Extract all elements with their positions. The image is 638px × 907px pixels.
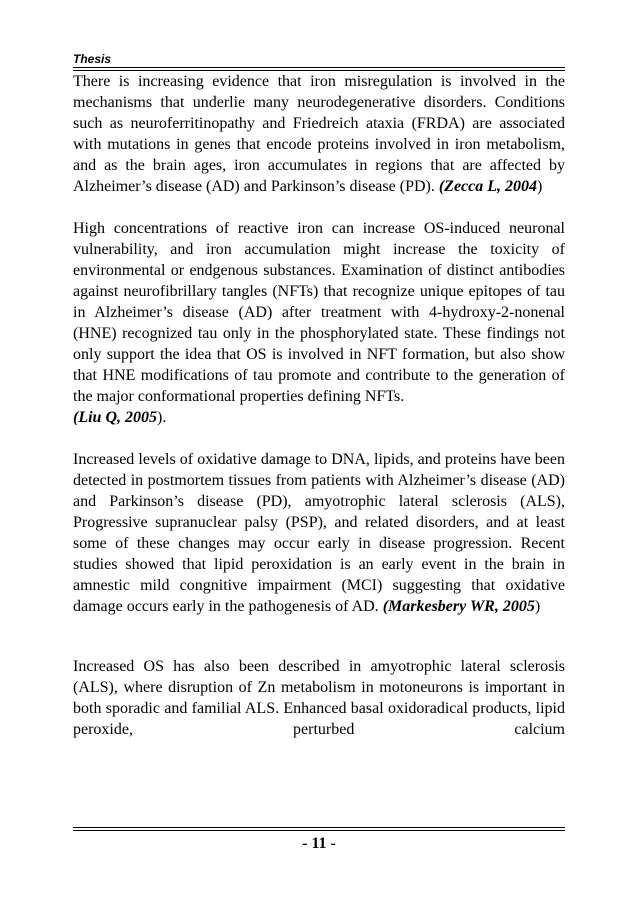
paragraph-text: High concentrations of reactive iron can increase OS-induced neuronal vulnerability, and iron accumulation might increase the toxicity of environmental or endgenous substances. Examination of distinct antibodies against neurofibrillary tangles (NFTs) that recognize unique epitopes of tau in Alzheimer’s disease (AD) after treatment with 4-hydroxy-2-nonenal (HNE) recognized tau only in the phosphorylated state. These findings not only support the idea that OS is involved in NFT formation, but also show that HNE modifications of tau promote and contribute to the generation of the major conformational properties defining NFTs. — [73, 220, 565, 405]
paragraph-als — [73, 656, 565, 740]
page-footer — [73, 827, 565, 853]
paragraph-text: Increased levels of oxidative damage to DNA, lipids, and proteins have been detected in postmortem tissues from patients with Alzheimer’s disease (AD) and Parkinson’s disease (PD), amyotrophic lateral sclerosis (ALS), Progressive supranuclear palsy (PSP), and related disorders, and at least some of these changes may occur early in disease progression. Recent studies showed that lipid peroxidation is an early event in the brain in amnestic mild congnitive impairment (MCI) suggesting that oxidative damage occurs early in the pathogenesis of AD. — [73, 451, 565, 615]
paragraph-text: There is increasing evidence that iron misregulation is involved in the mechanisms that underlie many neurodegenerative disorders. Conditions such as neuroferritinopathy and Friedreich ataxia (FRDA) are associated with mutations in genes that encode proteins involved in iron metabolism, and as the brain ages, iron accumulates in regions that are affected by Alzheimer’s disease (AD) and Parkinson’s disease (PD). — [73, 73, 565, 195]
footer-rule — [73, 827, 565, 831]
paragraph-spacer — [73, 197, 565, 218]
citation-close: ). — [157, 409, 167, 426]
paragraph-oxidative-damage — [73, 449, 565, 617]
running-header — [73, 52, 565, 71]
paragraph-text: Increased OS has also been described in amyotrophic lateral sclerosis (ALS), where disruption of Zn metabolism in motoneurons is important in both sporadic and familial ALS. Enhanced basal oxidoradical products, lipid peroxide, perturbed calcium — [73, 658, 565, 738]
citation-close: ) — [537, 178, 543, 195]
body-text — [73, 71, 565, 740]
paragraph-iron-misregulation — [73, 71, 565, 197]
citation-liu: (Liu Q, 2005 — [73, 409, 157, 426]
citation-close: ) — [534, 598, 541, 615]
citation-markesbery: (Markesbery WR, 2005 — [382, 598, 535, 615]
paragraph-spacer — [73, 428, 565, 449]
header-title: Thesis — [73, 52, 112, 66]
page-number: - 11 - — [302, 835, 336, 852]
citation-zecca: (Zecca L, 2004 — [438, 178, 538, 195]
paragraph-spacer — [73, 617, 565, 656]
paragraph-reactive-iron — [73, 218, 565, 428]
